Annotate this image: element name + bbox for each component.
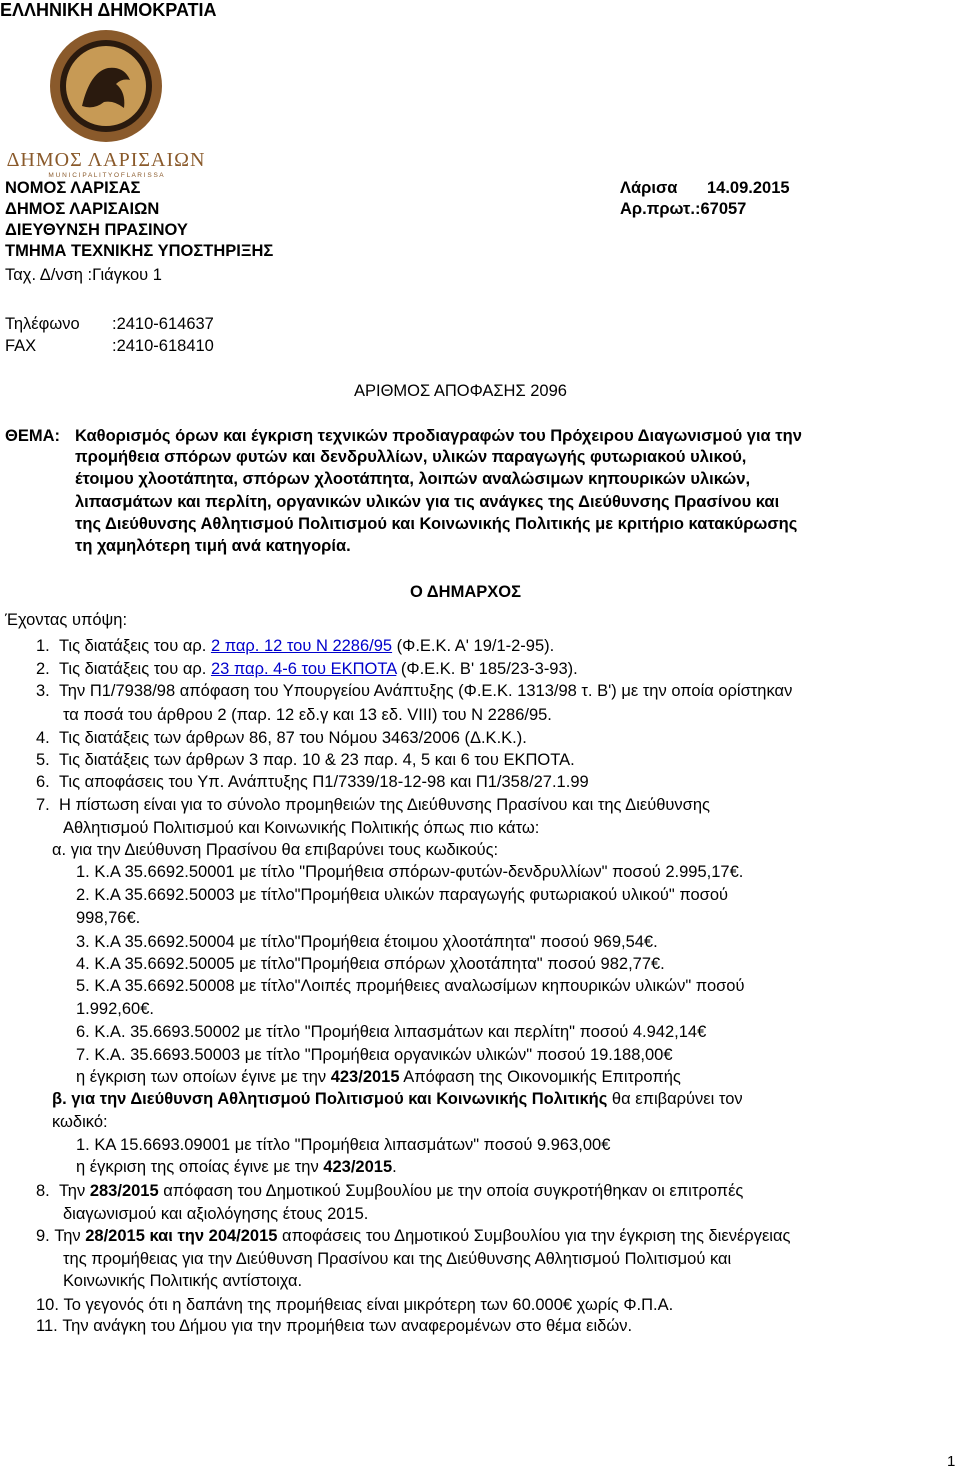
code-a-2-amount: 998,76€. (76, 909, 141, 927)
subject-line-1: Καθορισμός όρων και έγκριση τεχνικών προδιαγραφών του Πρόχειρου Διαγωνισμού για την (75, 427, 802, 445)
code-a-5-amount: 1.992,60€. (76, 1000, 154, 1018)
header-line-2: ΔΗΜΟΣ ΛΑΡΙΣΑΙΩΝ (5, 200, 160, 218)
subject-line-5: της Διεύθυνσης Αθλητισμού Πολιτισμού και Κοινωνικής Πολιτικής με κριτήριο κατακύρωσης (75, 515, 798, 533)
item-6: 6. Τις αποφάσεις του Υπ. Ανάπτυξης Π1/7339/18-12-98 και Π1/358/27.1.99 (36, 773, 589, 791)
item-7-cont: Αθλητισμού Πολιτισμού και Κοινωνικής Πολιτικής όπως πιο κάτω: (63, 819, 540, 837)
section-a-heading: α. για την Διεύθυνση Πρασίνου θα επιβαρύνει τους κωδικούς: (52, 841, 499, 859)
approval-a: η έγκριση των οποίων έγινε με την 423/2015 Απόφαση της Οικονομικής Επιτροπής (76, 1068, 681, 1086)
code-a-2: 2. Κ.Α 35.6692.50003 με τίτλο"Προμήθεια υλικών παραγωγής φυτωριακού υλικού" ποσού (76, 886, 729, 904)
section-b-heading-cont: κωδικό: (52, 1113, 108, 1131)
code-a-1: 1. Κ.Α 35.6692.50001 με τίτλο "Προμήθεια σπόρων-φυτών-δενδρυλλίων" ποσού 2.995,17€. (76, 863, 744, 881)
item-2: 2. Τις διατάξεις του αρ. 23 παρ. 4-6 του ΕΚΠΟΤΑ (Φ.Ε.Κ. Β' 185/23-3-93). (36, 660, 578, 678)
code-a-5: 5. Κ.Α 35.6692.50008 με τίτλο"Λοιπές προμήθειες αναλωσίμων κηπουρικών υλικών" ποσού (76, 977, 745, 995)
mayor-heading: Ο ΔΗΜΑΡΧΟΣ (410, 583, 521, 601)
approval-b: η έγκριση της οποίας έγινε με την 423/2015. (76, 1158, 397, 1176)
place: Λάρισα (620, 179, 678, 197)
phone: :2410-614637 (112, 315, 214, 333)
code-a-7: 7. Κ.Α. 35.6693.50003 με τίτλο "Προμήθεια οργανικών υλικών" ποσού 19.188,00€ (76, 1046, 673, 1064)
item-11: 11. Την ανάγκη του Δήμου για την προμήθεια των αναφερομένων στο θέμα ειδών. (36, 1317, 633, 1335)
code-a-6: 6. Κ.Α. 35.6693.50002 με τίτλο "Προμήθεια λιπασμάτων και περλίτη" ποσού 4.942,14€ (76, 1023, 707, 1041)
municipality-logo (4, 28, 208, 178)
item-9: 9. Την 28/2015 και την 204/2015 αποφάσεις του Δημοτικού Συμβουλίου για την έγκριση της διενέργειας (36, 1227, 791, 1245)
law-link-ekpota[interactable]: 23 παρ. 4-6 του ΕΚΠΟΤΑ (210, 660, 397, 678)
header-line-3: ΔΙΕΥΘΥΝΣΗ ΠΡΑΣΙΝΟΥ (5, 221, 188, 239)
code-a-4: 4. Κ.Α 35.6692.50005 με τίτλο"Προμήθεια σπόρων χλοοτάπητα" ποσού 982,77€. (76, 955, 665, 973)
item-8-cont: διαγωνισμού και αξιολόγησης έτους 2015. (63, 1205, 369, 1223)
law-link-2286[interactable]: 2 παρ. 12 του Ν 2286/95 (210, 637, 393, 655)
subject-label: ΘΕΜΑ: (5, 427, 60, 445)
item-3: 3. Την Π1/7938/98 απόφαση του Υπουργείου Ανάπτυξης (Φ.Ε.Κ. 1313/98 τ. Β') με την οποία ορίστηκαν (36, 682, 793, 700)
header-line-4: ΤΜΗΜΑ ΤΕΧΝΙΚΗΣ ΥΠΟΣΤΗΡΙΞΗΣ (5, 242, 274, 260)
fax-label: FAX (5, 337, 37, 355)
logo-subtext: M U N I C I P A L I T Y O F L A R I S S A (48, 172, 164, 178)
item-1: 1. Τις διατάξεις του αρ. 2 παρ. 12 του Ν 2286/95 (Φ.Ε.Κ. Α' 19/1-2-95). (36, 637, 555, 655)
item-9-cont-2: Κοινωνικής Πολιτικής αντίστοιχα. (63, 1272, 303, 1290)
state-title: ΕΛΛΗΝΙΚΗ ΔΗΜΟΚΡΑΤΙΑ (0, 0, 217, 20)
logo-text: ΔΗΜΟΣ ΛΑΡΙΣΑΙΩΝ (6, 149, 206, 171)
decision-number: ΑΡΙΘΜΟΣ ΑΠΟΦΑΣΗΣ 2096 (354, 382, 567, 400)
subject-line-3: έτοιμου χλοοτάπητα, σπόρων χλοοτάπητα, λοιπών αναλώσιμων κηπουρικών υλικών, (75, 470, 751, 488)
code-a-3: 3. Κ.Α 35.6692.50004 με τίτλο"Προμήθεια έτοιμου χλοοτάπητα" ποσού 969,54€. (76, 933, 658, 951)
date: 14.09.2015 (707, 179, 790, 197)
fax: :2410-618410 (112, 337, 214, 355)
page-number: 1 (947, 1453, 956, 1470)
section-b-heading: β. για την Διεύθυνση Αθλητισμού Πολιτισμού και Κοινωνικής Πολιτικής θα επιβαρύνει τον (52, 1090, 743, 1108)
subject-line-2: προμήθεια σπόρων φυτών και δενδρυλλίων, υλικών παραγωγής φυτωριακού υλικού, (75, 448, 747, 466)
item-7: 7. Η πίστωση είναι για το σύνολο προμηθειών της Διεύθυνσης Πρασίνου και της Διεύθυνσης (36, 796, 710, 814)
header-line-1: ΝΟΜΟΣ ΛΑΡΙΣΑΣ (5, 179, 141, 197)
item-9-cont-1: της προμήθειας για την Διεύθυνση Πρασίνου και της Διεύθυνσης Αθλητισμού Πολιτισμού και (63, 1250, 732, 1268)
item-10: 10. Το γεγονός ότι η δαπάνη της προμήθειας είναι μικρότερη των 60.000€ χωρίς Φ.Π.Α. (36, 1296, 674, 1314)
code-b-1: 1. ΚΑ 15.6693.09001 με τίτλο "Προμήθεια λιπασμάτων" ποσού 9.963,00€ (76, 1136, 611, 1154)
considering-label: Έχοντας υπόψη: (5, 611, 128, 629)
protocol-number: Αρ.πρωτ.:67057 (620, 200, 747, 218)
item-8: 8. Την 283/2015 απόφαση του Δημοτικού Συμβουλίου με την οποία συγκροτήθηκαν οι επιτροπές (36, 1182, 744, 1200)
item-3-cont: τα ποσά του άρθρου 2 (παρ. 12 εδ.γ και 13 εδ. VIII) του Ν 2286/95. (63, 706, 552, 724)
phone-label: Τηλέφωνο (5, 315, 80, 333)
address: Ταχ. Δ/νση :Γιάγκου 1 (5, 266, 162, 284)
subject-line-6: τη χαμηλότερη τιμή ανά κατηγορία. (75, 537, 351, 555)
item-4: 4. Τις διατάξεις των άρθρων 86, 87 του Νόμου 3463/2006 (Δ.Κ.Κ.). (36, 729, 527, 747)
item-5: 5. Τις διατάξεις των άρθρων 3 παρ. 10 & 23 παρ. 4, 5 και 6 του ΕΚΠΟΤΑ. (36, 751, 575, 769)
subject-line-4: λιπασμάτων και περλίτη, οργανικών υλικών για τις ανάγκες της Διεύθυνσης Πρασίνου και (75, 493, 780, 511)
